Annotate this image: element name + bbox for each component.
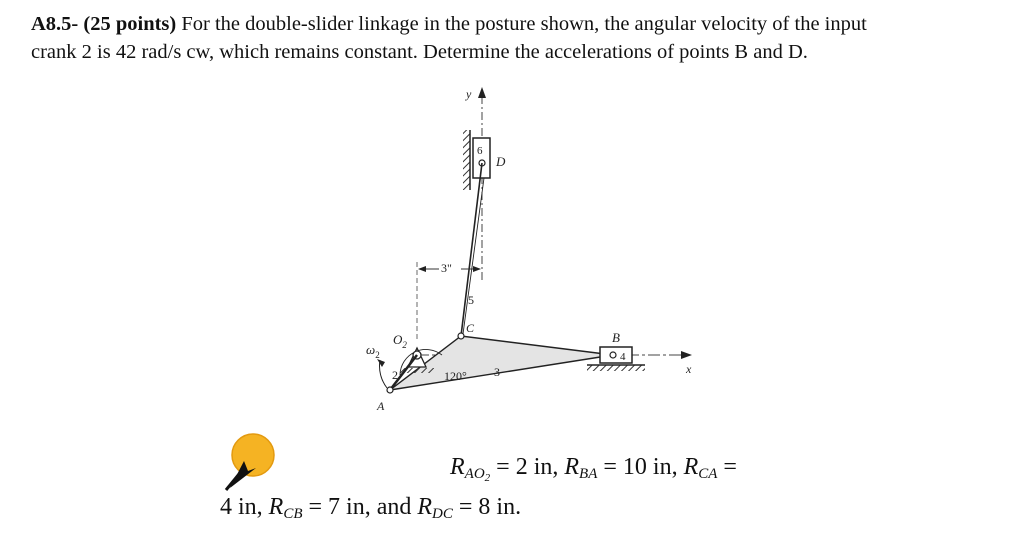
- dim-3-label: 3": [441, 261, 452, 275]
- slider-4-ground: [587, 365, 645, 371]
- pin-A: [387, 387, 393, 393]
- omega-arrow-head: [377, 359, 385, 367]
- point-B-label: B: [612, 330, 620, 345]
- linkage-diagram: [330, 82, 710, 422]
- point-D-label: D: [496, 154, 506, 169]
- omega-label: $\omega_2$: [366, 342, 380, 360]
- link-3-label: 3: [494, 365, 500, 379]
- x-axis-arrow: [681, 351, 692, 359]
- link-5-inner: [463, 178, 484, 334]
- given-values-line-2: 4 in, $R_{CB} = 7$ in, and $R_{DC} = 8$ in.: [220, 494, 522, 522]
- point-A-label: A: [377, 399, 385, 413]
- pin-C: [458, 333, 464, 339]
- problem-id: A8.5-: [31, 13, 79, 35]
- problem-line-1: [31, 10, 1006, 38]
- problem-line-2: crank 2 is 42 rad/s cw, which remains constant. Determine the accelerations of points B and D.: [31, 41, 808, 63]
- dim-arrow-left: [418, 266, 426, 272]
- point-C-label: C: [466, 321, 475, 335]
- link-5-label: 5: [468, 293, 474, 307]
- x-axis-label: x: [686, 362, 692, 376]
- angle-label: 120°: [444, 369, 467, 383]
- dim-arrow-right: [473, 266, 481, 272]
- y-axis-label: y: [466, 87, 472, 101]
- problem-points: (25 points): [83, 13, 177, 35]
- link-6-label: 6: [477, 145, 483, 157]
- pivot-O2-label: $O_2$: [393, 332, 407, 350]
- link-4-label: 4: [620, 351, 626, 363]
- link-2-label: 2: [392, 368, 398, 382]
- y-axis-arrow: [478, 87, 486, 98]
- slider-6-wall: [463, 130, 470, 190]
- given-values-line-1: $R_{AO_2} = 2$ in, $R_{BA} = 10$ in, $R_{CA}$ =: [450, 454, 737, 484]
- problem-text-1: For the double-slider linkage in the posture shown, the angular velocity of the input: [181, 13, 867, 35]
- pointer-cursor-icon: [220, 432, 276, 494]
- pin-B: [610, 352, 616, 358]
- problem-statement: [31, 10, 1006, 66]
